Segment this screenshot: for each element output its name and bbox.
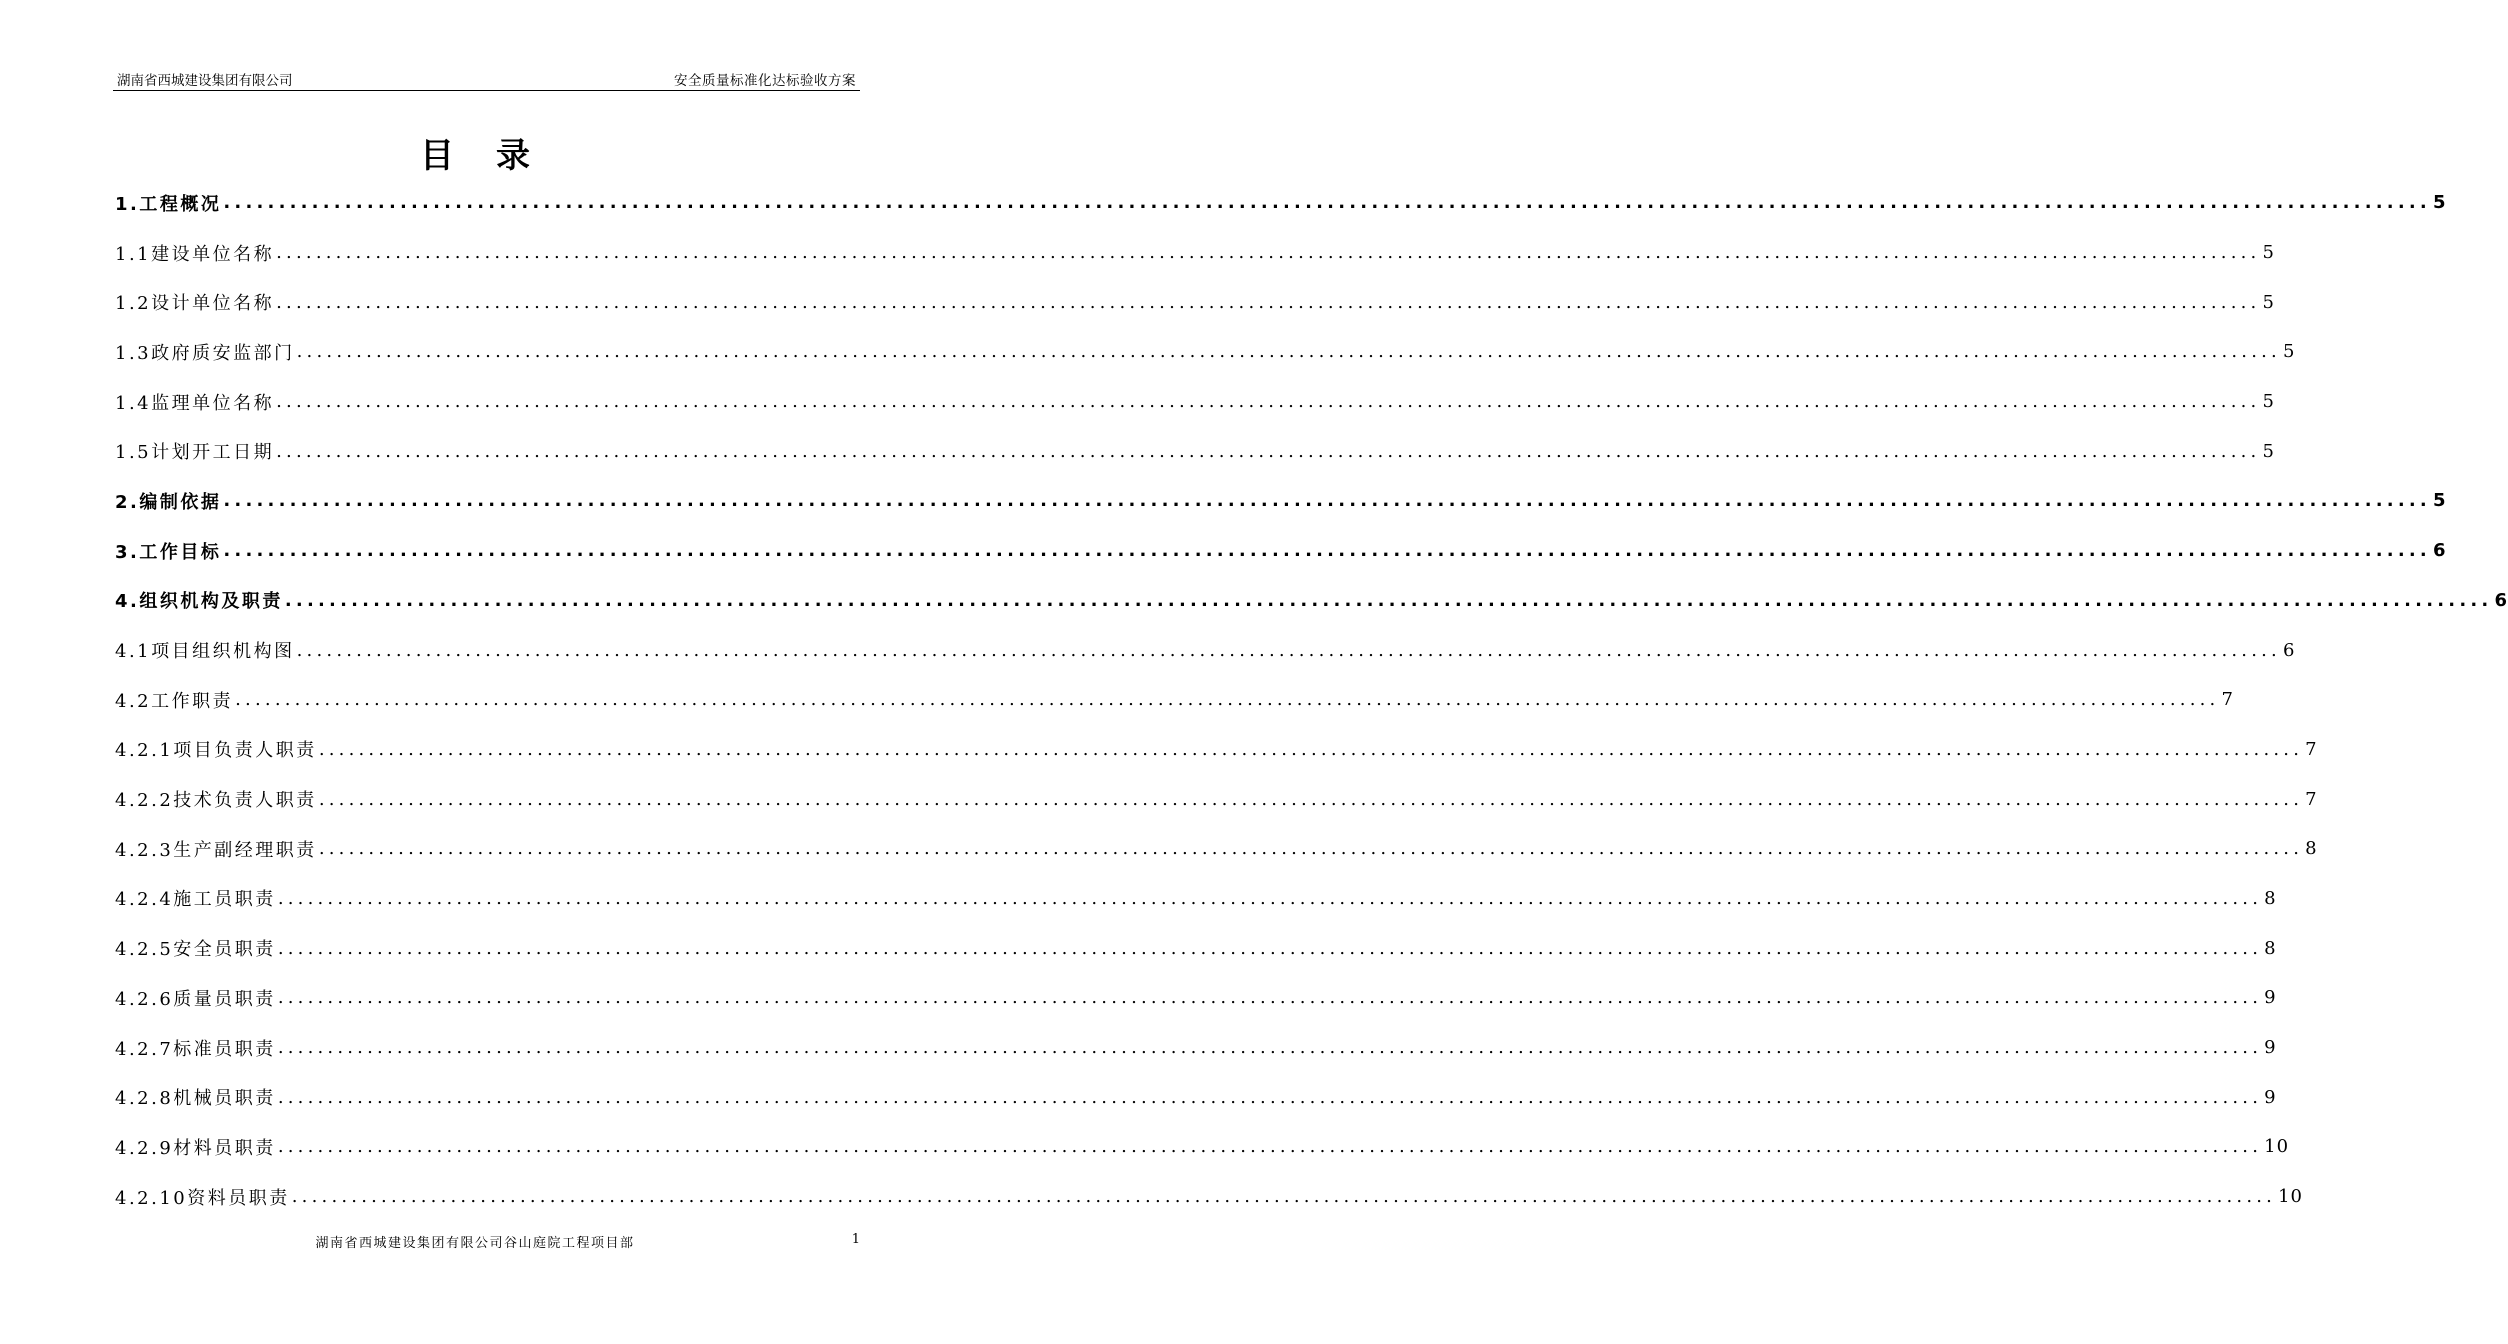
- toc-dot-leader: ........................................................................................................................................................................................................: [277, 937, 2263, 959]
- toc-dot-leader: ........................................................................................................................................................................................................: [318, 788, 2304, 810]
- toc-dot-leader: ........................................................................................................................................................................................................: [296, 639, 2281, 661]
- toc-entry-page: 5: [2432, 490, 2447, 512]
- toc-entry-page: 10: [2278, 1186, 2304, 1208]
- toc-entry-page: 9: [2264, 1086, 2277, 1108]
- table-of-contents: [115, 178, 2508, 1221]
- toc-entry[interactable]: [115, 1072, 2277, 1122]
- toc-entry[interactable]: [115, 774, 2318, 824]
- toc-entry-page: 5: [2262, 291, 2275, 313]
- toc-entry-title: 4.2.4施工员职责: [115, 889, 276, 911]
- toc-entry-page: 10: [2264, 1136, 2290, 1158]
- toc-entry-title: 4.2.9材料员职责: [115, 1137, 276, 1159]
- header-doc-title: 安全质量标准化达标验收方案: [674, 73, 856, 89]
- toc-entry-title: 1.工程概况: [115, 193, 222, 215]
- toc-entry[interactable]: [115, 178, 2447, 228]
- toc-entry-page: 8: [2305, 838, 2318, 860]
- page-header: [113, 66, 860, 91]
- toc-dot-leader: ........................................................................................................................................................................................................: [235, 689, 2220, 711]
- toc-entry-title: 4.2.8机械员职责: [115, 1088, 276, 1110]
- toc-dot-leader: ........................................................................................................................................................................................................: [223, 540, 2431, 562]
- toc-dot-leader: ........................................................................................................................................................................................................: [276, 291, 2261, 313]
- toc-entry[interactable]: [115, 1122, 2290, 1172]
- toc-dot-leader: ........................................................................................................................................................................................................: [277, 987, 2263, 1009]
- toc-entry-title: 4.组织机构及职责: [115, 591, 283, 613]
- toc-entry[interactable]: [115, 526, 2447, 576]
- toc-entry[interactable]: [115, 874, 2277, 924]
- toc-entry-title: 4.2.6质量员职责: [115, 988, 276, 1010]
- toc-entry-title: 4.2.5安全员职责: [115, 939, 276, 961]
- toc-dot-leader: ........................................................................................................................................................................................................: [284, 589, 2493, 611]
- toc-entry[interactable]: [115, 327, 2296, 377]
- toc-entry[interactable]: [115, 576, 2508, 626]
- toc-entry[interactable]: [115, 675, 2234, 725]
- toc-entry-page: 5: [2432, 192, 2447, 214]
- toc-entry-page: 8: [2264, 937, 2277, 959]
- toc-entry-page: 5: [2282, 341, 2296, 363]
- toc-dot-leader: ........................................................................................................................................................................................................: [276, 391, 2261, 413]
- toc-entry[interactable]: [115, 277, 2275, 327]
- toc-entry-title: 1.1建设单位名称: [115, 243, 275, 265]
- toc-dot-leader: ........................................................................................................................................................................................................: [277, 1136, 2263, 1158]
- toc-entry[interactable]: [115, 426, 2275, 476]
- toc-dot-leader: ........................................................................................................................................................................................................: [223, 192, 2431, 214]
- toc-entry-page: 5: [2262, 440, 2275, 462]
- toc-entry-page: 5: [2262, 242, 2275, 264]
- toc-dot-leader: ........................................................................................................................................................................................................: [276, 440, 2261, 462]
- toc-entry[interactable]: [115, 923, 2277, 973]
- header-company: 湖南省西城建设集团有限公司: [117, 73, 293, 89]
- toc-entry-page: 6: [2494, 589, 2508, 611]
- toc-entry[interactable]: [115, 228, 2275, 278]
- toc-dot-leader: ........................................................................................................................................................................................................: [318, 738, 2304, 760]
- toc-dot-leader: ........................................................................................................................................................................................................: [276, 242, 2261, 264]
- toc-dot-leader: ........................................................................................................................................................................................................: [291, 1186, 2277, 1208]
- toc-entry-title: 1.4监理单位名称: [115, 392, 275, 414]
- toc-entry[interactable]: [115, 377, 2275, 427]
- toc-entry-title: 4.2工作职责: [115, 690, 234, 712]
- toc-entry[interactable]: [115, 625, 2296, 675]
- toc-dot-leader: ........................................................................................................................................................................................................: [318, 838, 2304, 860]
- page-number: 1: [851, 1232, 860, 1247]
- toc-entry-page: 6: [2282, 639, 2296, 661]
- toc-entry-page: 9: [2264, 1037, 2277, 1059]
- toc-entry-title: 1.2设计单位名称: [115, 293, 275, 315]
- toc-dot-leader: ........................................................................................................................................................................................................: [296, 341, 2281, 363]
- toc-entry-title: 4.2.3生产副经理职责: [115, 839, 317, 861]
- toc-entry-page: 8: [2264, 887, 2277, 909]
- toc-entry-page: 9: [2264, 987, 2277, 1009]
- toc-entry[interactable]: [115, 476, 2447, 526]
- toc-entry-page: 7: [2305, 738, 2318, 760]
- toc-entry-page: 5: [2262, 391, 2275, 413]
- footer-project: 湖南省西城建设集团有限公司谷山庭院工程项目部: [315, 1236, 635, 1251]
- toc-entry-title: 4.2.7标准员职责: [115, 1038, 276, 1060]
- toc-entry-title: 4.2.10资料员职责: [115, 1187, 290, 1209]
- toc-entry-title: 4.2.2技术负责人职责: [115, 790, 317, 812]
- toc-title: 目录: [420, 136, 572, 176]
- toc-entry-page: 6: [2432, 540, 2447, 562]
- toc-entry-title: 4.1项目组织机构图: [115, 641, 295, 663]
- toc-entry-title: 2.编制依据: [115, 491, 222, 513]
- toc-entry[interactable]: [115, 1023, 2277, 1073]
- toc-entry-page: 7: [2305, 788, 2318, 810]
- toc-entry[interactable]: [115, 725, 2318, 775]
- toc-dot-leader: ........................................................................................................................................................................................................: [277, 1086, 2263, 1108]
- toc-dot-leader: ........................................................................................................................................................................................................: [277, 1037, 2263, 1059]
- toc-dot-leader: ........................................................................................................................................................................................................: [223, 490, 2431, 512]
- toc-dot-leader: ........................................................................................................................................................................................................: [277, 887, 2263, 909]
- toc-entry-page: 7: [2221, 689, 2234, 711]
- toc-entry-title: 1.5计划开工日期: [115, 442, 275, 464]
- toc-entry-title: 1.3政府质安监部门: [115, 342, 295, 364]
- toc-entry[interactable]: [115, 1172, 2304, 1222]
- toc-entry-title: 4.2.1项目负责人职责: [115, 740, 317, 762]
- toc-entry[interactable]: [115, 973, 2277, 1023]
- toc-entry-title: 3.工作目标: [115, 541, 222, 563]
- toc-entry[interactable]: [115, 824, 2318, 874]
